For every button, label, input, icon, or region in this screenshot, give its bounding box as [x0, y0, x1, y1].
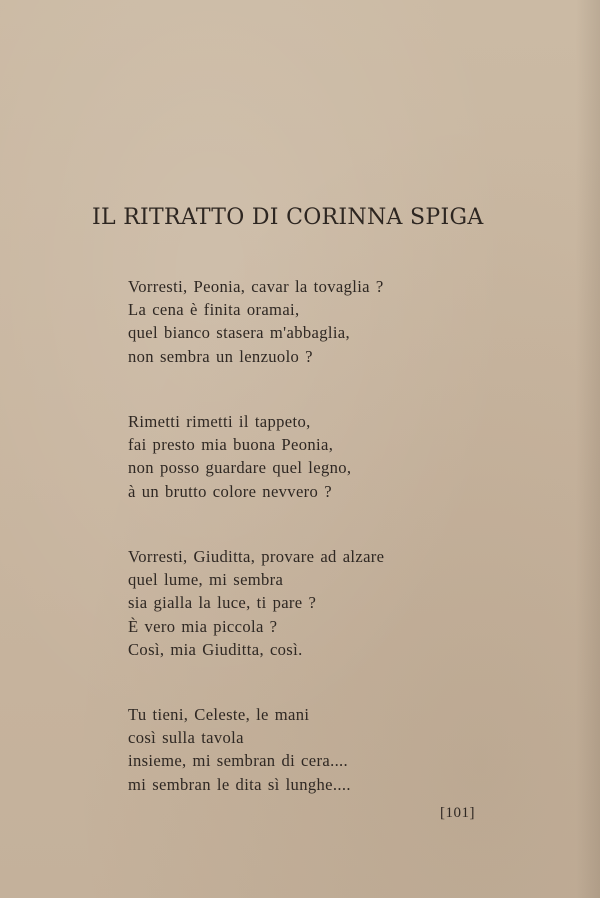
- poem-title: IL RITRATTO DI CORINNA SPIGA: [92, 205, 484, 230]
- poem-line: mi sembran le dita sì lunghe....: [128, 774, 351, 794]
- stanza-1: [128, 275, 384, 368]
- page-number: [101]: [440, 805, 475, 821]
- poem-line: insieme, mi sembran di cera....: [128, 751, 349, 771]
- poem-line: così sulla tavola: [128, 728, 244, 748]
- poem-line: non posso guardare quel legno,: [128, 458, 352, 478]
- poem-line: Vorresti, Peonia, cavar la tovaglia ?: [128, 277, 384, 296]
- stanza-3: [128, 545, 384, 661]
- poem-line: fai presto mia buona Peonia,: [128, 435, 334, 455]
- poem-line: La cena è finita oramai,: [128, 300, 300, 320]
- poem-line: Vorresti, Giuditta, provare ad alzare: [128, 547, 385, 566]
- poem-line: non sembra un lenzuolo ?: [128, 346, 313, 366]
- poem-line: quel bianco stasera m'abbaglia,: [128, 323, 350, 343]
- poem-line: à un brutto colore nevvero ?: [128, 481, 332, 501]
- poem-line: Tu tieni, Celeste, le mani: [128, 705, 310, 724]
- poem-line: Rimetti rimetti il tappeto,: [128, 412, 311, 431]
- poem-line: quel lume, mi sembra: [128, 570, 284, 590]
- stanza-2: [128, 410, 351, 503]
- poem-line: Così, mia Giuditta, così.: [128, 639, 303, 659]
- poem-line: sia gialla la luce, ti pare ?: [128, 593, 317, 613]
- stanza-4: [128, 703, 351, 796]
- poem-line: È vero mia piccola ?: [128, 616, 278, 636]
